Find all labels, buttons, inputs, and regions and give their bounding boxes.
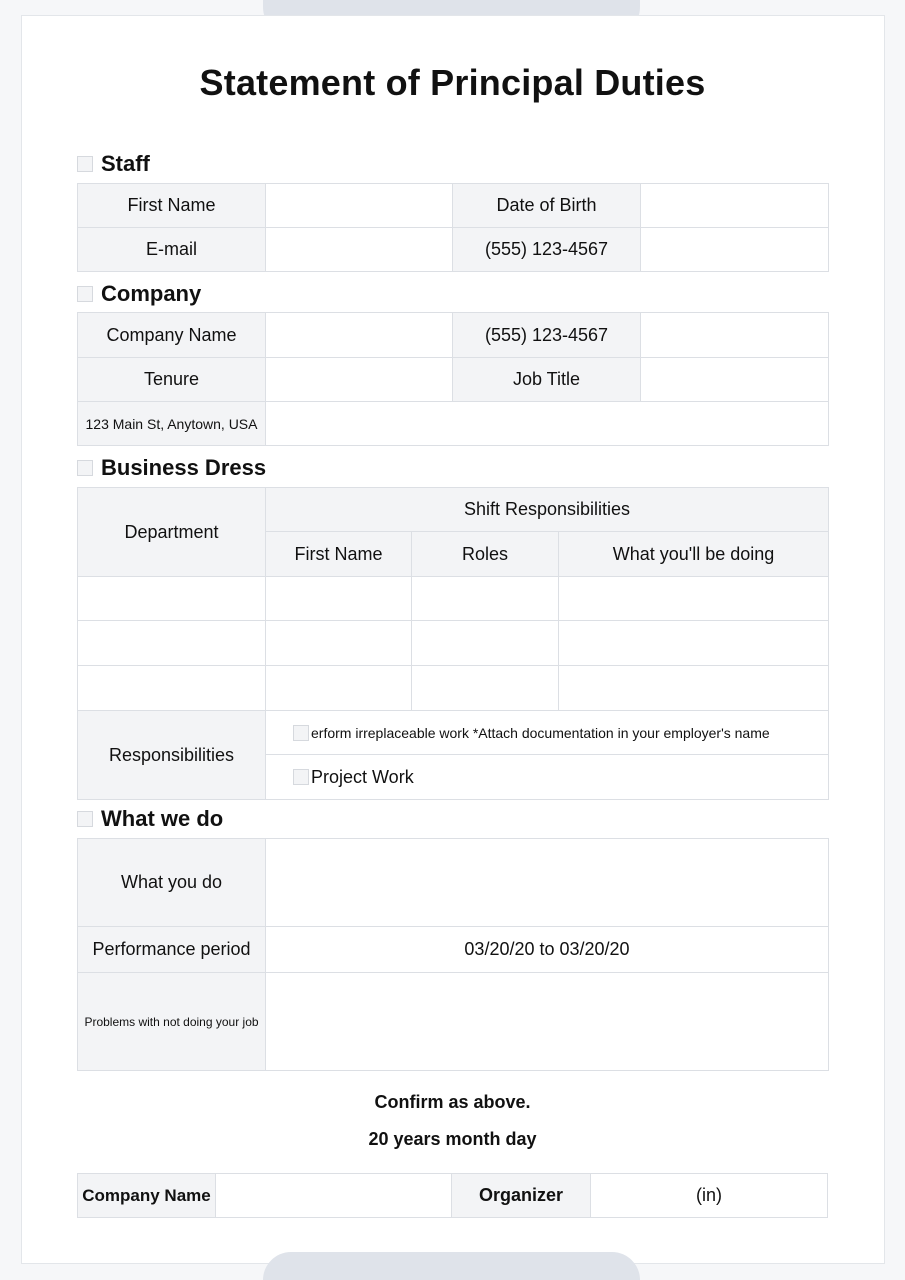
section-what-we-do — [77, 805, 223, 833]
doing-cell[interactable] — [559, 621, 829, 666]
company-phone-field[interactable] — [641, 313, 829, 358]
responsibility-option-1-text: erform irreplaceable work *Attach documentation in your employer's name — [311, 724, 770, 741]
organizer-label: Organizer — [452, 1174, 591, 1218]
roles-cell[interactable] — [412, 666, 559, 711]
department-label: Department — [78, 488, 266, 577]
section-business-dress-heading: Business Dress — [101, 455, 267, 480]
confirm-text: Confirm as above. — [374, 1092, 531, 1112]
department-cell[interactable] — [78, 666, 266, 711]
company-address-label: 123 Main St, Anytown, USA — [78, 402, 266, 446]
what-we-do-table — [77, 838, 829, 1071]
doing-cell[interactable] — [559, 577, 829, 621]
first-name-cell[interactable] — [266, 666, 412, 711]
business-dress-table — [77, 487, 829, 800]
shift-responsibilities-label: Shift Responsibilities — [266, 488, 829, 532]
doing-cell[interactable] — [559, 666, 829, 711]
roles-cell[interactable] — [412, 577, 559, 621]
department-cell[interactable] — [78, 621, 266, 666]
section-staff-heading: Staff — [101, 151, 150, 176]
staff-checkbox[interactable] — [77, 156, 93, 172]
department-cell[interactable] — [78, 577, 266, 621]
section-what-we-do-heading: What we do — [101, 806, 224, 831]
company-job-title-label: Job Title — [453, 358, 641, 402]
what-we-do-checkbox[interactable] — [77, 811, 93, 827]
page-title: Statement of Principal Duties — [199, 62, 706, 103]
what-you-do-label: What you do — [78, 839, 266, 927]
section-company — [77, 280, 201, 308]
company-checkbox[interactable] — [77, 286, 93, 302]
responsibility-option-1-checkbox[interactable] — [293, 725, 309, 741]
company-table — [77, 312, 829, 446]
staff-dob-label: Date of Birth — [453, 184, 641, 228]
section-staff — [77, 150, 150, 178]
staff-phone-label: (555) 123-4567 — [453, 228, 641, 272]
organizer-seal[interactable]: (in) — [591, 1174, 828, 1218]
staff-table — [77, 183, 829, 272]
responsibility-option-1[interactable] — [266, 711, 829, 755]
responsibility-option-2[interactable] — [266, 755, 829, 800]
company-address-field[interactable] — [266, 402, 829, 446]
first-name-cell[interactable] — [266, 577, 412, 621]
staff-first-name-field[interactable] — [266, 184, 453, 228]
signature-company-name-field[interactable] — [216, 1174, 452, 1218]
section-business-dress — [77, 454, 266, 482]
what-you-do-field[interactable] — [266, 839, 829, 927]
section-company-heading: Company — [101, 281, 202, 306]
bottom-tab-decoration — [263, 1252, 640, 1280]
staff-email-label: E-mail — [78, 228, 266, 272]
company-tenure-label: Tenure — [78, 358, 266, 402]
column-first-name: First Name — [266, 532, 412, 577]
staff-first-name-label: First Name — [78, 184, 266, 228]
performance-period-label: Performance period — [78, 927, 266, 973]
problems-field[interactable] — [266, 973, 829, 1071]
company-job-title-field[interactable] — [641, 358, 829, 402]
signature-table — [77, 1173, 828, 1218]
responsibilities-label: Responsibilities — [78, 711, 266, 800]
responsibility-option-2-checkbox[interactable] — [293, 769, 309, 785]
company-phone-label: (555) 123-4567 — [453, 313, 641, 358]
performance-period-value[interactable]: 03/20/20 to 03/20/20 — [266, 927, 829, 973]
signature-company-name-label: Company Name — [78, 1174, 216, 1218]
date-line: 20 years month day — [368, 1129, 537, 1149]
responsibility-option-2-text: Project Work — [311, 766, 414, 787]
first-name-cell[interactable] — [266, 621, 412, 666]
company-name-field[interactable] — [266, 313, 453, 358]
business-dress-checkbox[interactable] — [77, 460, 93, 476]
staff-phone-field[interactable] — [641, 228, 829, 272]
staff-dob-field[interactable] — [641, 184, 829, 228]
company-tenure-field[interactable] — [266, 358, 453, 402]
company-name-label: Company Name — [78, 313, 266, 358]
column-roles: Roles — [412, 532, 559, 577]
roles-cell[interactable] — [412, 621, 559, 666]
staff-email-field[interactable] — [266, 228, 453, 272]
column-what-youll-be-doing: What you'll be doing — [559, 532, 829, 577]
problems-label: Problems with not doing your job — [78, 973, 266, 1071]
